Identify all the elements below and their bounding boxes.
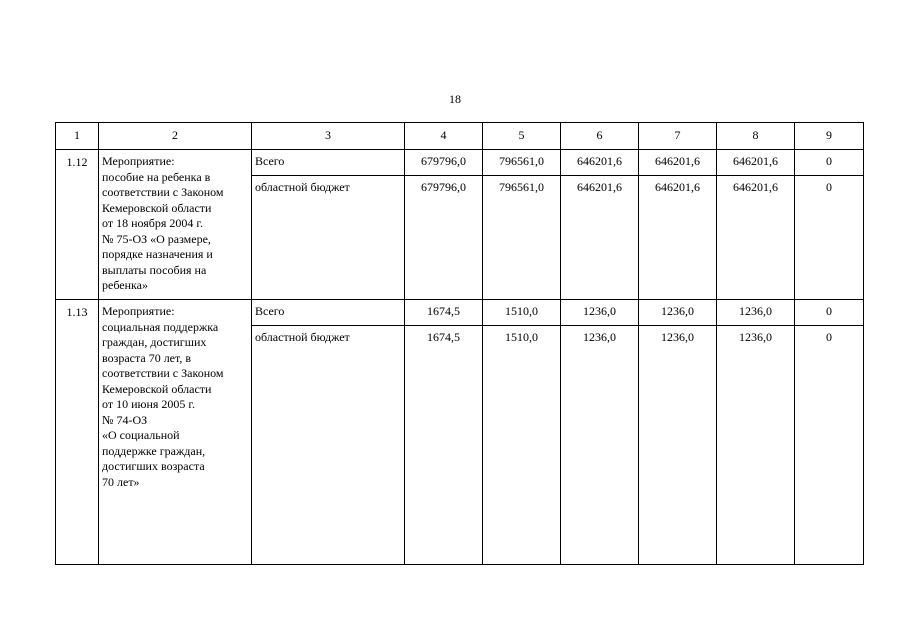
value-cell: 1236,0 — [717, 300, 795, 326]
measure-name-line: соответствии с Законом — [102, 185, 224, 199]
page-number: 18 — [449, 92, 461, 106]
column-header: 3 — [252, 123, 405, 150]
value-cell: 679796,0 — [405, 176, 483, 300]
measure-name-line: Мероприятие: — [102, 304, 175, 318]
measure-name-line: Кемеровской области — [102, 381, 212, 396]
value-cell: 1236,0 — [639, 300, 717, 326]
measure-name-line: «О социальной — [102, 428, 180, 442]
measure-name-line: граждан, достигших — [102, 335, 207, 349]
measure-name — [99, 300, 252, 565]
value-cell: 1674,5 — [405, 326, 483, 565]
table-row — [56, 150, 864, 176]
value-cell: 1510,0 — [483, 326, 561, 565]
column-header: 1 — [56, 123, 99, 150]
budget-table — [55, 122, 864, 565]
value-cell: 679796,0 — [405, 150, 483, 176]
measure-name-line: от 10 июня 2005 г. — [102, 397, 195, 411]
value-cell: 0 — [795, 176, 864, 300]
measure-name-line: от 18 ноября 2004 г. — [102, 216, 203, 230]
funding-source: Всего — [252, 300, 405, 326]
value-cell: 1674,5 — [405, 300, 483, 326]
measure-name-line: № 75-ОЗ «О размере, — [102, 231, 211, 246]
measure-name — [99, 150, 252, 300]
measure-name-line: Мероприятие: — [102, 154, 175, 168]
value-cell: 1510,0 — [483, 300, 561, 326]
funding-source: Всего — [252, 150, 405, 176]
measure-name-line: пособие на ребенка в — [102, 169, 211, 184]
measure-name-line: поддержке граждан, — [102, 443, 206, 458]
column-header: 6 — [561, 123, 639, 150]
measure-name-line: № 74-ОЗ — [102, 412, 148, 427]
measure-name-line: порядке назначения и — [102, 247, 213, 261]
table-header-row — [56, 123, 864, 150]
value-cell: 0 — [795, 150, 864, 176]
value-cell: 646201,6 — [561, 176, 639, 300]
funding-source: областной бюджет — [252, 176, 405, 300]
value-cell: 1236,0 — [717, 326, 795, 565]
column-header: 8 — [717, 123, 795, 150]
measure-name-line: возраста 70 лет, в — [102, 350, 192, 365]
funding-source: областной бюджет — [252, 326, 405, 565]
value-cell: 796561,0 — [483, 150, 561, 176]
measure-name-line: социальная поддержка — [102, 319, 219, 334]
value-cell: 1236,0 — [639, 326, 717, 565]
measure-name-line: Кемеровской области — [102, 200, 212, 215]
value-cell: 646201,6 — [717, 176, 795, 300]
value-cell: 1236,0 — [561, 326, 639, 565]
value-cell: 646201,6 — [639, 176, 717, 300]
column-header: 7 — [639, 123, 717, 150]
table-row — [56, 300, 864, 326]
column-header: 9 — [795, 123, 864, 150]
measure-name-line: соответствии с Законом — [102, 366, 224, 380]
row-number: 1.13 — [56, 300, 99, 565]
value-cell: 646201,6 — [561, 150, 639, 176]
measure-name-line: 70 лет» — [102, 474, 140, 489]
measure-name-line: ребенка» — [102, 278, 148, 292]
value-cell: 1236,0 — [561, 300, 639, 326]
measure-name-line: выплаты пособия на — [102, 262, 207, 277]
column-header: 5 — [483, 123, 561, 150]
value-cell: 646201,6 — [717, 150, 795, 176]
value-cell: 796561,0 — [483, 176, 561, 300]
column-header: 2 — [99, 123, 252, 150]
column-header: 4 — [405, 123, 483, 150]
value-cell: 646201,6 — [639, 150, 717, 176]
row-number: 1.12 — [56, 150, 99, 300]
value-cell: 0 — [795, 300, 864, 326]
measure-name-line: достигших возраста — [102, 459, 205, 473]
value-cell: 0 — [795, 326, 864, 565]
